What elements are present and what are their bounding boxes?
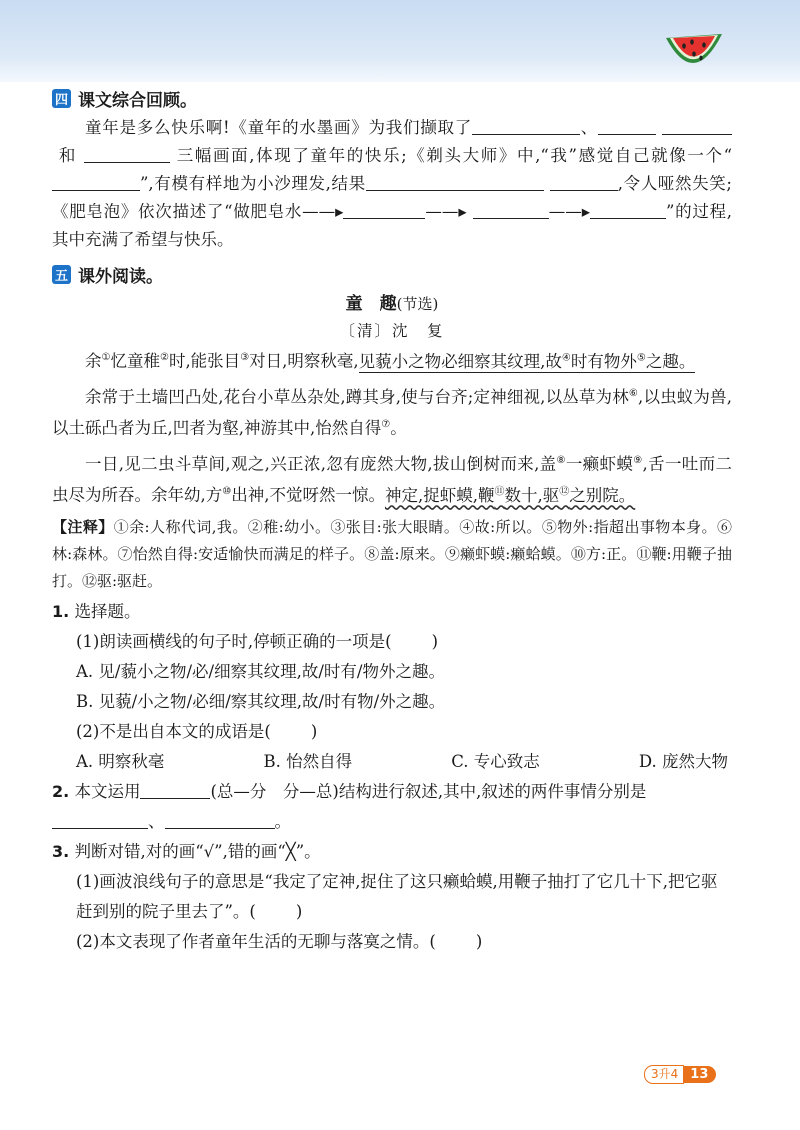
section-badge: 四: [52, 89, 71, 108]
answer-blank[interactable]: [473, 200, 549, 219]
grade-label: 3升4: [644, 1065, 684, 1084]
section-title: 课文综合回顾。: [78, 90, 197, 111]
section-badge: 五: [52, 265, 71, 284]
watermelon-icon: [662, 28, 726, 76]
annotation-notes: 【注释】①余:人称代词,我。②稚:幼小。③张目:张大眼睛。④故:所以。⑤物外:指超出事物本身。⑥林:森林。⑦怡然自得:安适愉快而满足的样子。⑧盖:原来。⑨癞虾蟆:癞蛤蟆。⑩方:正。⑪鞭:用鞭子抽打。⑫驱:驱赶。: [52, 517, 732, 590]
section-title: 课外阅读。: [78, 266, 163, 287]
answer-blank[interactable]: [472, 116, 580, 135]
passage-author: 〔清〕沈 复: [339, 322, 445, 340]
arrow-glyph: ——▸: [425, 202, 467, 221]
option-d[interactable]: D. 庞然大物: [638, 751, 728, 771]
arrow-glyph: ——▸: [302, 202, 344, 221]
answer-blank[interactable]: [662, 116, 732, 135]
section-5-heading: [52, 260, 732, 288]
answer-blank[interactable]: [366, 172, 544, 191]
answer-blank[interactable]: [140, 780, 210, 799]
passage-title: 童 趣(节选): [345, 294, 439, 314]
answer-blank[interactable]: [598, 116, 656, 135]
answer-blank[interactable]: [165, 810, 275, 829]
worksheet-content: [52, 84, 732, 957]
answer-blank[interactable]: [550, 172, 618, 191]
answer-blank[interactable]: [52, 810, 148, 829]
page-number: 13: [684, 1066, 716, 1083]
option-b[interactable]: B. 见藐/小之物/必细/察其纹理,故/时有物/外之趣。: [76, 691, 446, 711]
answer-blank[interactable]: [590, 200, 666, 219]
question-1: 1. 选择题。 (1)朗读画横线的句子时,停顿正确的一项是( ) A. 见/藐小之物/必/细察其纹理,故/时有/物外之趣。 B. 见藐/小之物/必细/察其纹理,故/时有物/外之趣。 (2)不是出自本文的成语是( ) A. 明察秋毫 B. 怡然自得 C. 专心致志 D. 庞然大物: [52, 597, 732, 777]
passage-paragraph-2: 余常于土墙凹凸处,花台小草丛杂处,蹲其身,使与台齐;定神细视,以丛草为林⑥,以虫蚁为兽,以土砾凸者为丘,凹者为壑,神游其中,怡然自得⑦。: [52, 387, 732, 438]
passage-paragraph-1: 余①忆童稚②时,能张目③对日,明察秋毫,见藐小之物必细察其纹理,故④时有物外⑤之趣。: [85, 351, 696, 371]
answer-blank[interactable]: [343, 200, 425, 219]
option-a[interactable]: A. 明察秋毫: [76, 751, 165, 771]
wavy-underlined-sentence: 神定,捉虾蟆,鞭⑪数十,驱⑫之别院。: [384, 485, 636, 505]
answer-blank[interactable]: [52, 172, 140, 191]
question-3: 3. 判断对错,对的画“√”,错的画“╳”。 (1)画波浪线句子的意思是“我定了定神,捉住了这只癞蛤蟆,用鞭子抽打了它几十下,把它驱赶到别的院子里去了”。( ) (2)本文表现了作者童年生活的无聊与落寞之情。( ): [52, 841, 718, 951]
underlined-sentence: 见藐小之物必细察其纹理,故④时有物外⑤之趣。: [358, 351, 696, 371]
question-2: 2. 本文运用 (总—分 分—总)结构进行叙述,其中,叙述的两件事情分别是、 。: [52, 781, 647, 831]
option-b[interactable]: B. 怡然自得: [263, 751, 353, 771]
answer-blank[interactable]: [84, 144, 170, 163]
option-c[interactable]: C. 专心致志: [451, 751, 540, 771]
page-footer: [644, 1065, 716, 1084]
review-paragraph: 童年是多么快乐啊!《童年的水墨画》为我们撷取了 、 和 三幅画面,体现了童年的快乐;《剃头大师》中,“我”感觉自己就像一个“”,有模有样地为小沙理发,结果 ,令人哑然失笑;《肥皂泡》依次描述了“做肥皂水——▸ ——▸ ——▸ ”的过程,其中充满了希望与快乐。: [52, 118, 733, 249]
options-row: [52, 747, 732, 777]
passage-paragraph-3: 一日,见二虫斗草间,观之,兴正浓,忽有庞然大物,拔山倒树而来,盖⑧一癞虾蟆⑨,舌一吐而二虫尽为所吞。余年幼,方⑩出神,不觉呀然一惊。神定,捉虾蟆,鞭⑪数十,驱⑫之别院。: [52, 454, 733, 505]
section-4-heading: [52, 84, 732, 112]
arrow-glyph: ——▸: [548, 202, 590, 221]
option-a[interactable]: A. 见/藐小之物/必/细察其纹理,故/时有/物外之趣。: [76, 661, 445, 681]
